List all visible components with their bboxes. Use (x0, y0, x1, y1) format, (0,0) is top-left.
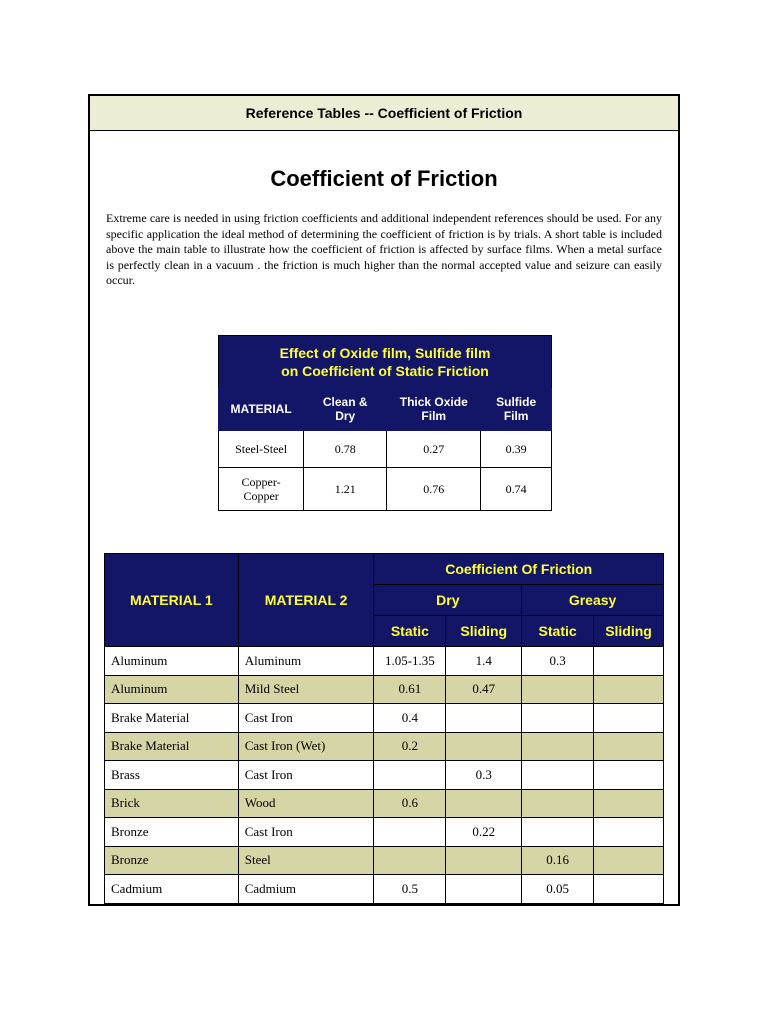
cell-greasy-sliding (594, 761, 664, 790)
sub-dry-sliding: Sliding (446, 616, 522, 647)
group-coefficient: Coefficient Of Friction (374, 554, 664, 585)
cell-greasy-static (522, 732, 594, 761)
cell-dry-static: 0.4 (374, 704, 446, 733)
cell-dry-sliding (446, 875, 522, 904)
cell-dry-sliding (446, 732, 522, 761)
cell-dry-static: 1.05-1.35 (374, 647, 446, 676)
cell-dry-sliding (446, 789, 522, 818)
cell-material1: Bronze (105, 818, 239, 847)
oxide-col-material (219, 388, 304, 431)
cell-material2: Cast Iron (238, 818, 374, 847)
table-row (105, 675, 664, 704)
cell-dry-sliding: 0.47 (446, 675, 522, 704)
oxide-cell-oxide: 0.27 (387, 431, 481, 468)
cell-greasy-sliding (594, 789, 664, 818)
oxide-cell-material-line2: Copper (243, 489, 279, 503)
cell-material1: Brick (105, 789, 239, 818)
sub-greasy-static: Static (522, 616, 594, 647)
cell-material2: Wood (238, 789, 374, 818)
cell-greasy-static (522, 789, 594, 818)
cell-dry-sliding: 0.22 (446, 818, 522, 847)
table-row (105, 818, 664, 847)
oxide-cell-clean: 1.21 (304, 468, 387, 511)
table-row (105, 647, 664, 676)
oxide-table-caption (219, 336, 552, 389)
cell-greasy-static (522, 761, 594, 790)
cell-dry-static (374, 846, 446, 875)
cell-greasy-static (522, 818, 594, 847)
oxide-col-sulfide-label-2: Film (503, 409, 529, 423)
cell-material2: Cast Iron (238, 761, 374, 790)
cell-material1: Brake Material (105, 704, 239, 733)
oxide-cell-material: Steel-Steel (219, 431, 304, 468)
cell-dry-static: 0.5 (374, 875, 446, 904)
oxide-cell-oxide: 0.76 (387, 468, 481, 511)
oxide-row (219, 468, 552, 511)
oxide-col-material-label: MATERIAL (230, 402, 292, 416)
oxide-caption-line1: Effect of Oxide film, Sulfide film (279, 345, 491, 361)
sub-dry-static: Static (374, 616, 446, 647)
oxide-col-sulfide-label-1: Sulfide (496, 395, 537, 409)
cell-dry-sliding: 0.3 (446, 761, 522, 790)
oxide-col-sulfide (481, 388, 552, 431)
cell-material2: Aluminum (238, 647, 374, 676)
col-material2: MATERIAL 2 (238, 554, 374, 647)
cell-material1: Bronze (105, 846, 239, 875)
cell-greasy-static: 0.3 (522, 647, 594, 676)
sub-greasy-sliding: Sliding (594, 616, 664, 647)
oxide-col-clean (304, 388, 387, 431)
cell-dry-static: 0.6 (374, 789, 446, 818)
cell-dry-sliding (446, 846, 522, 875)
cell-dry-sliding (446, 704, 522, 733)
oxide-film-table (218, 335, 552, 511)
cell-material2: Cast Iron (Wet) (238, 732, 374, 761)
cell-greasy-static (522, 704, 594, 733)
cell-dry-sliding: 1.4 (446, 647, 522, 676)
oxide-row (219, 431, 552, 468)
table-row (105, 789, 664, 818)
cell-material2: Mild Steel (238, 675, 374, 704)
cell-greasy-sliding (594, 647, 664, 676)
cell-greasy-static (522, 675, 594, 704)
oxide-col-oxide-label-1: Thick Oxide (399, 395, 468, 409)
cell-dry-static: 0.2 (374, 732, 446, 761)
oxide-cell-clean: 0.78 (304, 431, 387, 468)
cell-greasy-sliding (594, 704, 664, 733)
cell-material2: Steel (238, 846, 374, 875)
friction-table-body (105, 647, 664, 904)
table-row (105, 875, 664, 904)
table-row (105, 732, 664, 761)
cell-material1: Aluminum (105, 675, 239, 704)
page-title: Coefficient of Friction (270, 166, 498, 191)
cell-material1: Brass (105, 761, 239, 790)
cell-greasy-sliding (594, 818, 664, 847)
col-material1: MATERIAL 1 (105, 554, 239, 647)
cell-material1: Brake Material (105, 732, 239, 761)
cell-greasy-static: 0.05 (522, 875, 594, 904)
oxide-col-clean-label-2: Dry (335, 409, 356, 423)
group-dry: Dry (374, 585, 522, 616)
cell-greasy-static: 0.16 (522, 846, 594, 875)
cell-dry-static: 0.61 (374, 675, 446, 704)
header-title: Reference Tables -- Coefficient of Friction (245, 105, 523, 121)
page-header (90, 96, 678, 131)
cell-dry-static (374, 818, 446, 847)
oxide-cell-sulfide: 0.39 (481, 431, 552, 468)
oxide-cell-material-line1: Copper- (241, 475, 281, 489)
cell-greasy-sliding (594, 732, 664, 761)
oxide-cell-material (219, 468, 304, 511)
friction-table (104, 553, 664, 904)
document-frame (88, 94, 680, 906)
cell-material2: Cast Iron (238, 704, 374, 733)
table-row (105, 846, 664, 875)
oxide-caption-line2: on Coefficient of Static Friction (281, 363, 489, 379)
table-row (105, 704, 664, 733)
oxide-cell-sulfide: 0.74 (481, 468, 552, 511)
oxide-col-oxide-label-2: Film (421, 409, 447, 423)
group-greasy: Greasy (522, 585, 664, 616)
intro-paragraph: Extreme care is needed in using friction coefficients and additional independent references should be used. For any specific application the ideal method of determining the coefficient of friction is by trials. A short table is included above the main table to illustrate how the coefficient of friction is affected by surface films. When a metal surface is perfectly clean in a vacuum . the friction is much higher than the normal accepted value and seizure can easily occur. (106, 211, 662, 287)
table-row (105, 761, 664, 790)
oxide-col-oxide (387, 388, 481, 431)
cell-material1: Aluminum (105, 647, 239, 676)
cell-material1: Cadmium (105, 875, 239, 904)
cell-dry-static (374, 761, 446, 790)
cell-material2: Cadmium (238, 875, 374, 904)
cell-greasy-sliding (594, 675, 664, 704)
cell-greasy-sliding (594, 875, 664, 904)
oxide-col-clean-label-1: Clean & (322, 395, 368, 409)
cell-greasy-sliding (594, 846, 664, 875)
